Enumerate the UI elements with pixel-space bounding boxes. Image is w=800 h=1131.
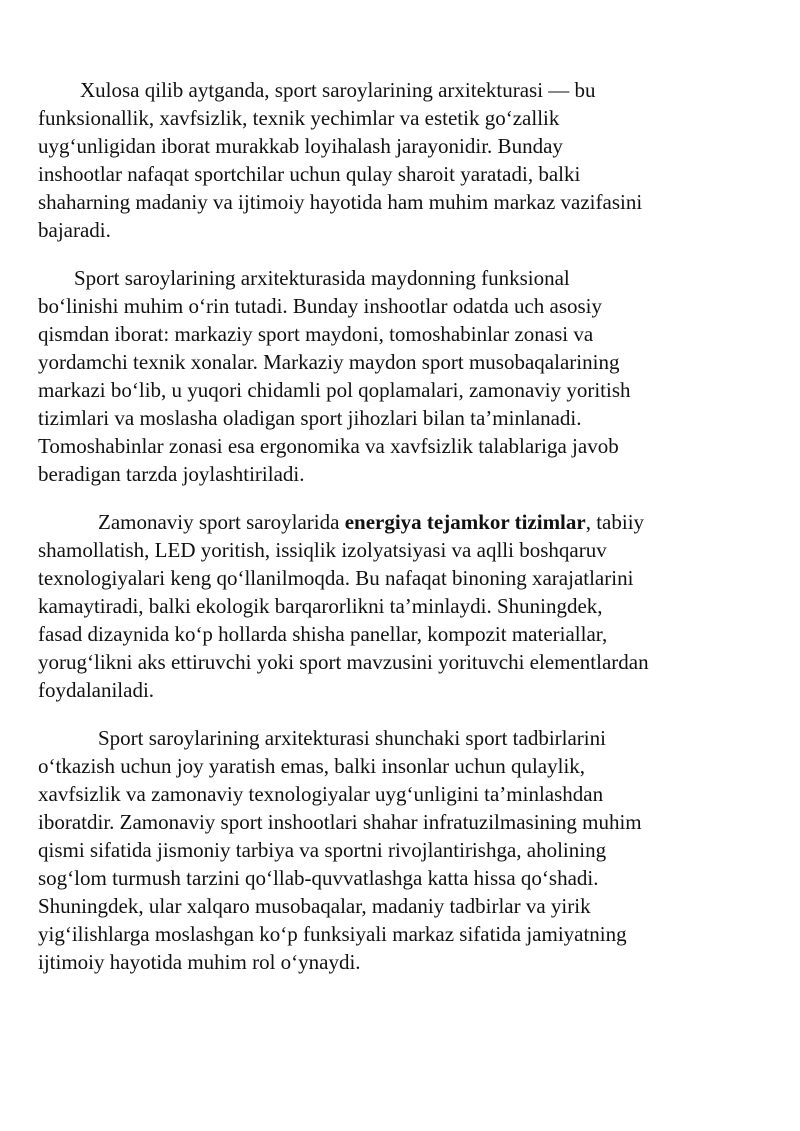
text-line: sog‘lom turmush tarzini qo‘llab-quvvatlashga katta hissa qo‘shadi.	[38, 866, 599, 890]
text-line: Sport saroylarining arxitekturasi shunchaki sport tadbirlarini	[98, 726, 606, 750]
text-line: Tomoshabinlar zonasi esa ergonomika va xavfsizlik talablariga javob	[38, 434, 619, 458]
text-line: qismi sifatida jismoniy tarbiya va sportni rivojlantirishga, aholining	[38, 838, 607, 862]
text-line: uyg‘unligidan iborat murakkab loyihalash jarayonidir. Bunday	[38, 134, 563, 158]
text-line: beradigan tarzda joylashtiriladi.	[38, 462, 305, 486]
text-line: inshootlar nafaqat sportchilar uchun qulay sharoit yaratadi, balki	[38, 162, 581, 186]
paragraph-conclusion	[38, 76, 752, 244]
text-line: yordamchi texnik xonalar. Markaziy maydon sport musobaqalarining	[38, 350, 620, 374]
text-segment: , tabiiy	[585, 510, 645, 534]
text-line: Shuningdek, ular xalqaro musobaqalar, madaniy tadbirlar va yirik	[38, 894, 591, 918]
text-line: markazi bo‘lib, u yuqori chidamli pol qoplamalari, zamonaviy yoritish	[38, 378, 631, 402]
text-line: shamollatish, LED yoritish, issiqlik izolyatsiyasi va aqlli boshqaruv	[38, 538, 607, 562]
text-line: yorug‘likni aks ettiruvchi yoki sport mavzusini yorituvchi elementlardan	[38, 650, 649, 674]
paragraph-social-role	[38, 724, 752, 976]
text-line: shaharning madaniy va ijtimoiy hayotida ham muhim markaz vazifasini	[38, 190, 643, 214]
text-line: bajaradi.	[38, 218, 111, 242]
text-line: funksionallik, xavfsizlik, texnik yechimlar va estetik go‘zallik	[38, 106, 560, 130]
text-line: Xulosa qilib aytganda, sport saroylarining arxitekturasi — bu	[80, 78, 596, 102]
text-line: ijtimoiy hayotida muhim rol o‘ynaydi.	[38, 950, 361, 974]
text-line: bo‘linishi muhim o‘rin tutadi. Bunday inshootlar odatda uch asosiy	[38, 294, 603, 318]
text-segment: Zamonaviy sport saroylarida	[98, 510, 345, 534]
paragraph-energy-systems	[38, 508, 752, 704]
text-line: qismdan iborat: markaziy sport maydoni, tomoshabinlar zonasi va	[38, 322, 594, 346]
bold-text-segment: energiya tejamkor tizimlar	[344, 510, 586, 534]
text-line: iboratdir. Zamonaviy sport inshootlari shahar infratuzilmasining muhim	[38, 810, 642, 834]
text-line: fasad dizaynida ko‘p hollarda shisha panellar, kompozit materiallar,	[38, 622, 608, 646]
text-line: yig‘ilishlarga moslashgan ko‘p funksiyali markaz sifatida jamiyatning	[38, 922, 627, 946]
text-line	[38, 508, 752, 536]
paragraph-functional-division	[38, 264, 752, 488]
text-line: kamaytiradi, balki ekologik barqarorlikni ta’minlaydi. Shuningdek,	[38, 594, 603, 618]
text-line: Sport saroylarining arxitekturasida maydonning funksional	[74, 266, 570, 290]
text-line: o‘tkazish uchun joy yaratish emas, balki insonlar uchun qulaylik,	[38, 754, 586, 778]
text-line: tizimlari va moslasha oladigan sport jihozlari bilan ta’minlanadi.	[38, 406, 582, 430]
text-line: xavfsizlik va zamonaviy texnologiyalar uyg‘unligini ta’minlashdan	[38, 782, 604, 806]
text-line: foydalaniladi.	[38, 678, 155, 702]
text-line: texnologiyalari keng qo‘llanilmoqda. Bu nafaqat binoning xarajatlarini	[38, 566, 634, 590]
